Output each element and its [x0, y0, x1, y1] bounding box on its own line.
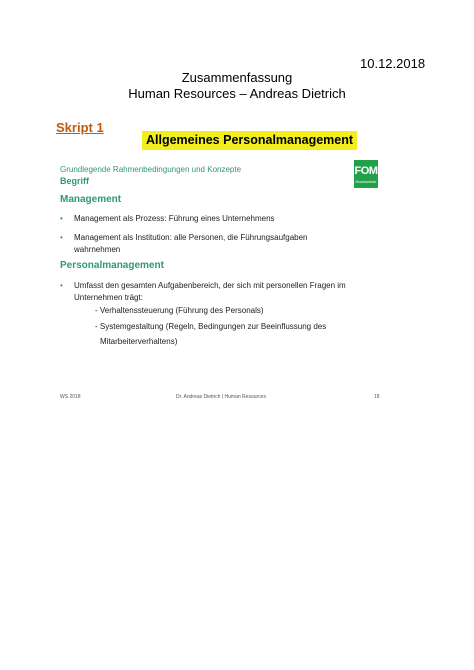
sub-list-item: - Verhaltenssteuerung (Führung des Personals)	[95, 306, 264, 315]
section-title-personalmanagement: Personalmanagement	[60, 260, 164, 271]
fom-logo	[354, 160, 378, 188]
highlighted-section-title: Allgemeines Personalmanagement	[142, 131, 357, 150]
list-item	[60, 213, 380, 225]
document-date: 10.12.2018	[360, 56, 426, 71]
sub-list-item-continuation: Mitarbeiterverhaltens)	[100, 337, 178, 346]
list-item	[60, 280, 380, 304]
list-item-text: Management als Institution: alle Personen, die Führungsaufgaben wahrnehmen	[74, 233, 308, 254]
script-label: Skript 1	[56, 120, 104, 135]
sub-list-item: - Systemgestaltung (Regeln, Bedingungen zur Beeinflussung des	[95, 322, 327, 331]
logo-text: FOM	[354, 165, 378, 177]
title-line-2: Human Resources – Andreas Dietrich	[128, 86, 346, 101]
bullet-icon: •	[60, 233, 63, 242]
logo-subtext: Hochschule	[355, 179, 377, 184]
list-item	[60, 232, 380, 256]
document-title	[0, 70, 474, 102]
footer-semester: WS 2018	[60, 394, 81, 400]
title-line-1: Zusammenfassung	[181, 70, 293, 85]
bullet-icon: •	[60, 214, 63, 223]
section-title-management: Management	[60, 194, 122, 205]
list-item-text: Umfasst den gesamten Aufgabenbereich, der sich mit personellen Fragen im Unternehmen trägt:	[74, 281, 346, 302]
footer-page-number: 18	[374, 394, 380, 400]
slide-heading: Begriff	[60, 176, 89, 186]
slide-subtitle: Grundlegende Rahmenbedingungen und Konzepte	[60, 165, 242, 174]
bullet-icon: •	[60, 281, 63, 290]
list-item-text: Management als Prozess: Führung eines Unternehmens	[74, 214, 275, 223]
footer-author: Dr. Andreas Dietrich | Human Resources	[176, 394, 266, 400]
